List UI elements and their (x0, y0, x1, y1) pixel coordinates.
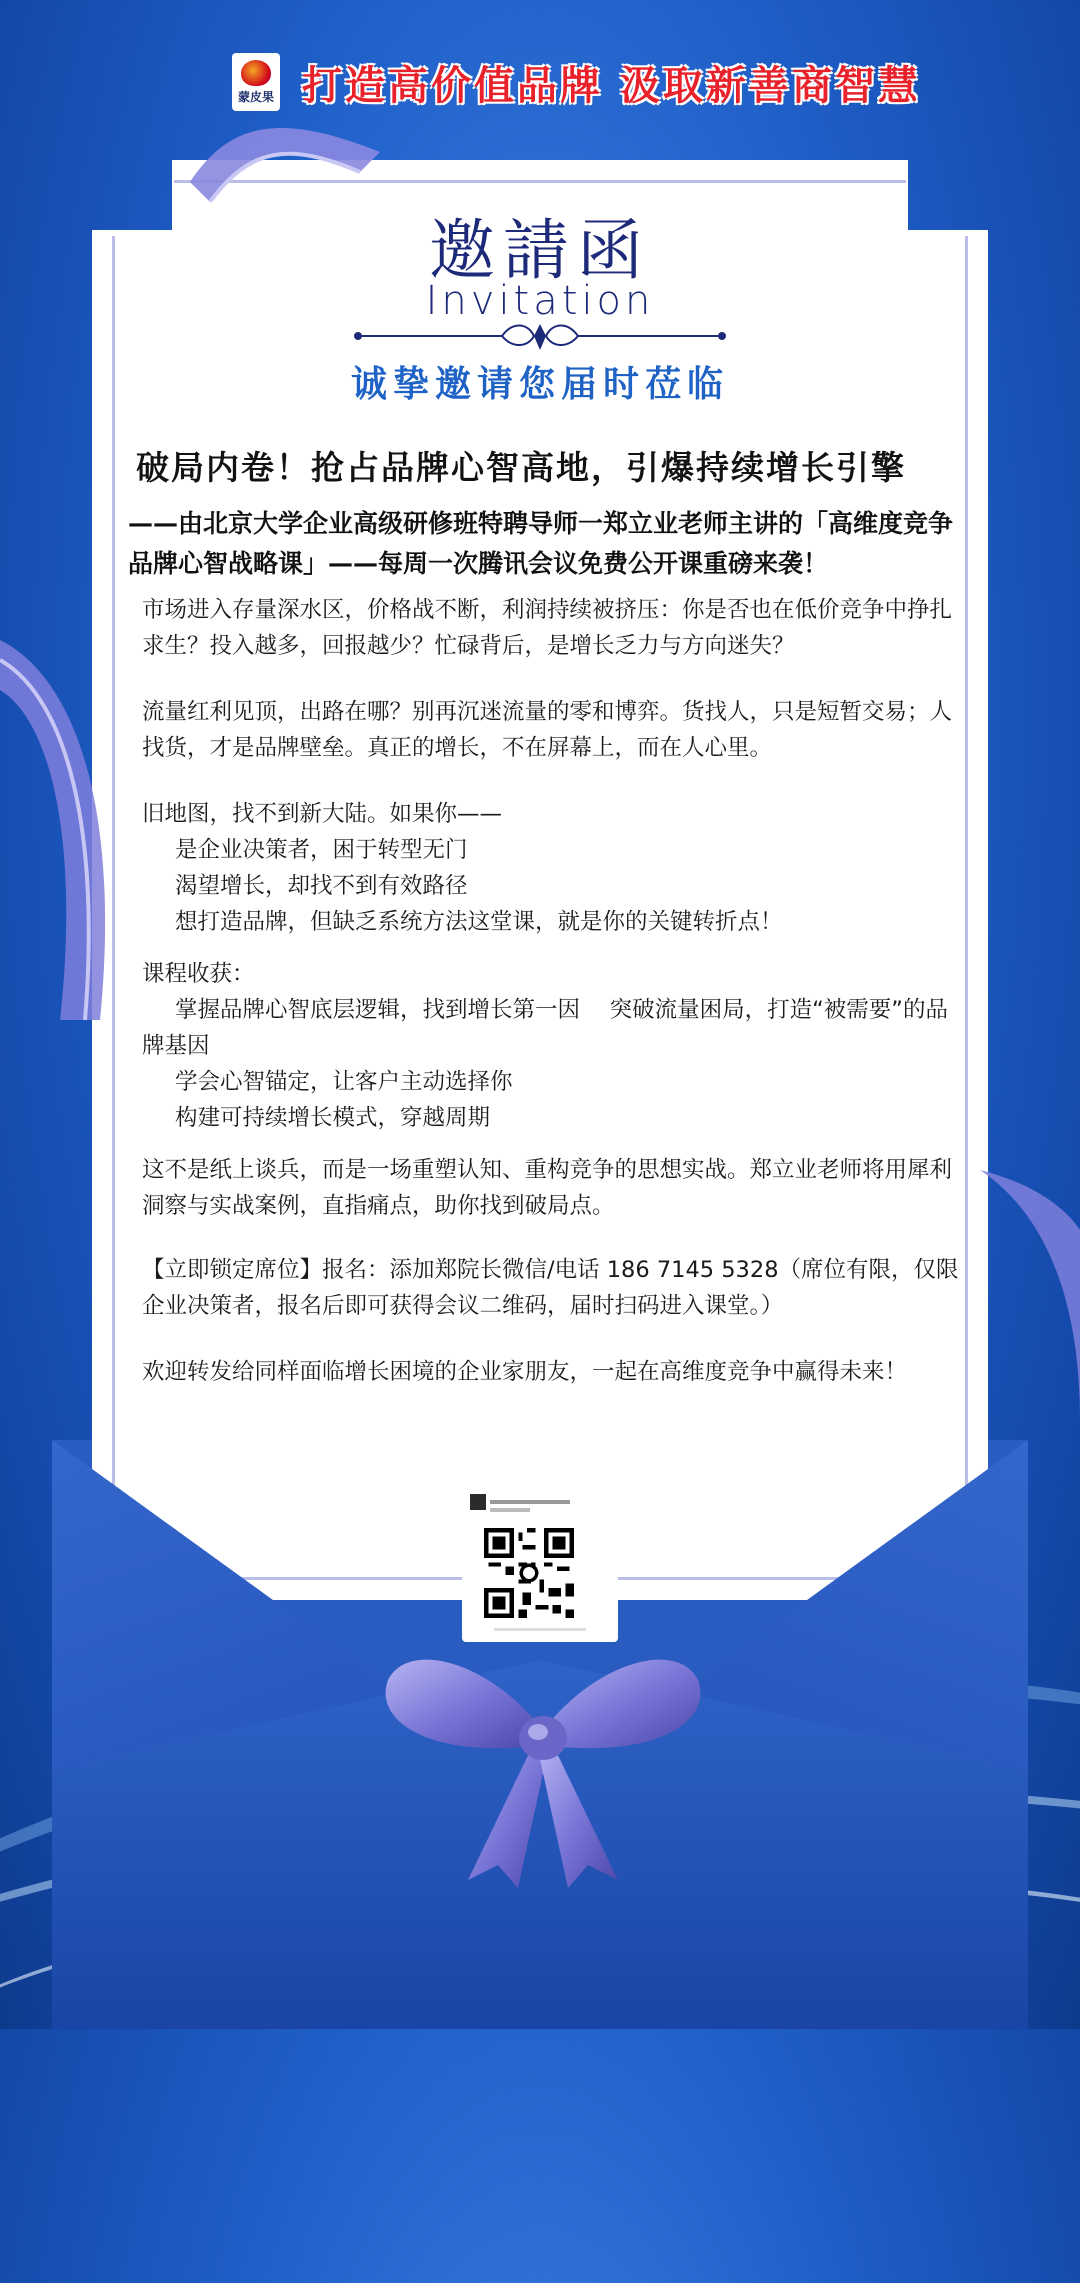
list-item: 是企业决策者，困于转型无门 (175, 837, 468, 863)
header (232, 52, 921, 112)
ornament-divider-icon (352, 318, 728, 354)
body-paragraph (142, 796, 962, 940)
body-paragraph (142, 592, 962, 664)
qr-name-line (490, 1508, 530, 1512)
invitation-title-en: Invitation (425, 278, 655, 324)
logo-text: 蒙皮果 (237, 89, 274, 104)
list-item: 学会心智锚定，让客户主动选择你 (175, 1069, 513, 1095)
paragraph-register: 【立即锁定席位】报名：添加郑院长微信/电话 186 7145 5328（席位有限，仅限企业决策者，报名后即可获得会议二维码，届时扫码进入课堂。） (142, 1257, 959, 1319)
body-paragraph (142, 694, 962, 766)
body-paragraph (142, 1252, 962, 1324)
list-item: 想打造品牌，但缺乏系统方法这堂课，就是你的关键转折点！ (175, 909, 783, 935)
list-item: 渴望增长，却找不到有效路径 (175, 873, 468, 899)
ribbon-icon (980, 1170, 1080, 1420)
paragraph-gains-title: 课程收获： (142, 961, 255, 987)
qr-code-icon (484, 1528, 574, 1618)
fruit-icon (241, 60, 271, 86)
paragraph-practice: 这不是纸上谈兵，而是一场重塑认知、重构竞争的思想实战。郑立业老师将用犀利洞察与实战案例，直指痛点，助你找到破局点。 (142, 1157, 953, 1219)
avatar (470, 1494, 486, 1510)
qr-caption-line (494, 1628, 586, 1631)
headline: 破局内卷！抢占品牌心智高地，引爆持续增长引擎 (136, 448, 906, 487)
list-item: 构建可持续增长模式，穿越周期 (175, 1105, 491, 1131)
paragraph-market: 市场进入存量深水区，价格战不断，利润持续被挤压：你是否也在低价竞争中挣扎求生？投入越多，回报越少？忙碌背后，是增长乏力与方向迷失？ (142, 597, 953, 659)
list-item: 掌握品牌心智底层逻辑，找到增长第一因 突破流量困局，打造“被需要”的品牌基因 (142, 997, 948, 1059)
paragraph-share: 欢迎转发给同样面临增长困境的企业家朋友，一起在高维度竞争中赢得未来！ (142, 1359, 908, 1385)
body-paragraph (142, 1354, 962, 1390)
body-paragraph (142, 956, 962, 1136)
paragraph-intro: 旧地图，找不到新大陆。如果你—— (142, 801, 503, 827)
slogan: 打造高价值品牌 汲取新善商智慧 (302, 62, 921, 109)
qr-name-line (490, 1500, 570, 1504)
subheadline: ——由北京大学企业高级研修班特聘导师一郑立业老师主讲的「高维度竞争品牌心智战略课」——每周一次腾讯会议免费公开课重磅来袭！ (128, 509, 954, 578)
invitation-title-cn: 邀請函 (429, 212, 651, 289)
values-tagline: 行业洞察 定制方案 价值交付 透明合作 (212, 1440, 868, 1480)
greeting: 诚挚邀请您届时莅临 (350, 364, 729, 405)
body-paragraph (142, 1152, 962, 1224)
paragraph-traffic: 流量红利见顶，出路在哪？别再沉迷流量的零和博弈。货找人，只是短暂交易；人找货，才是品牌壁垒。真正的增长，不在屏幕上，而在人心里。 (142, 699, 953, 761)
brand-logo (232, 53, 280, 111)
qr-code-card (462, 1486, 618, 1642)
